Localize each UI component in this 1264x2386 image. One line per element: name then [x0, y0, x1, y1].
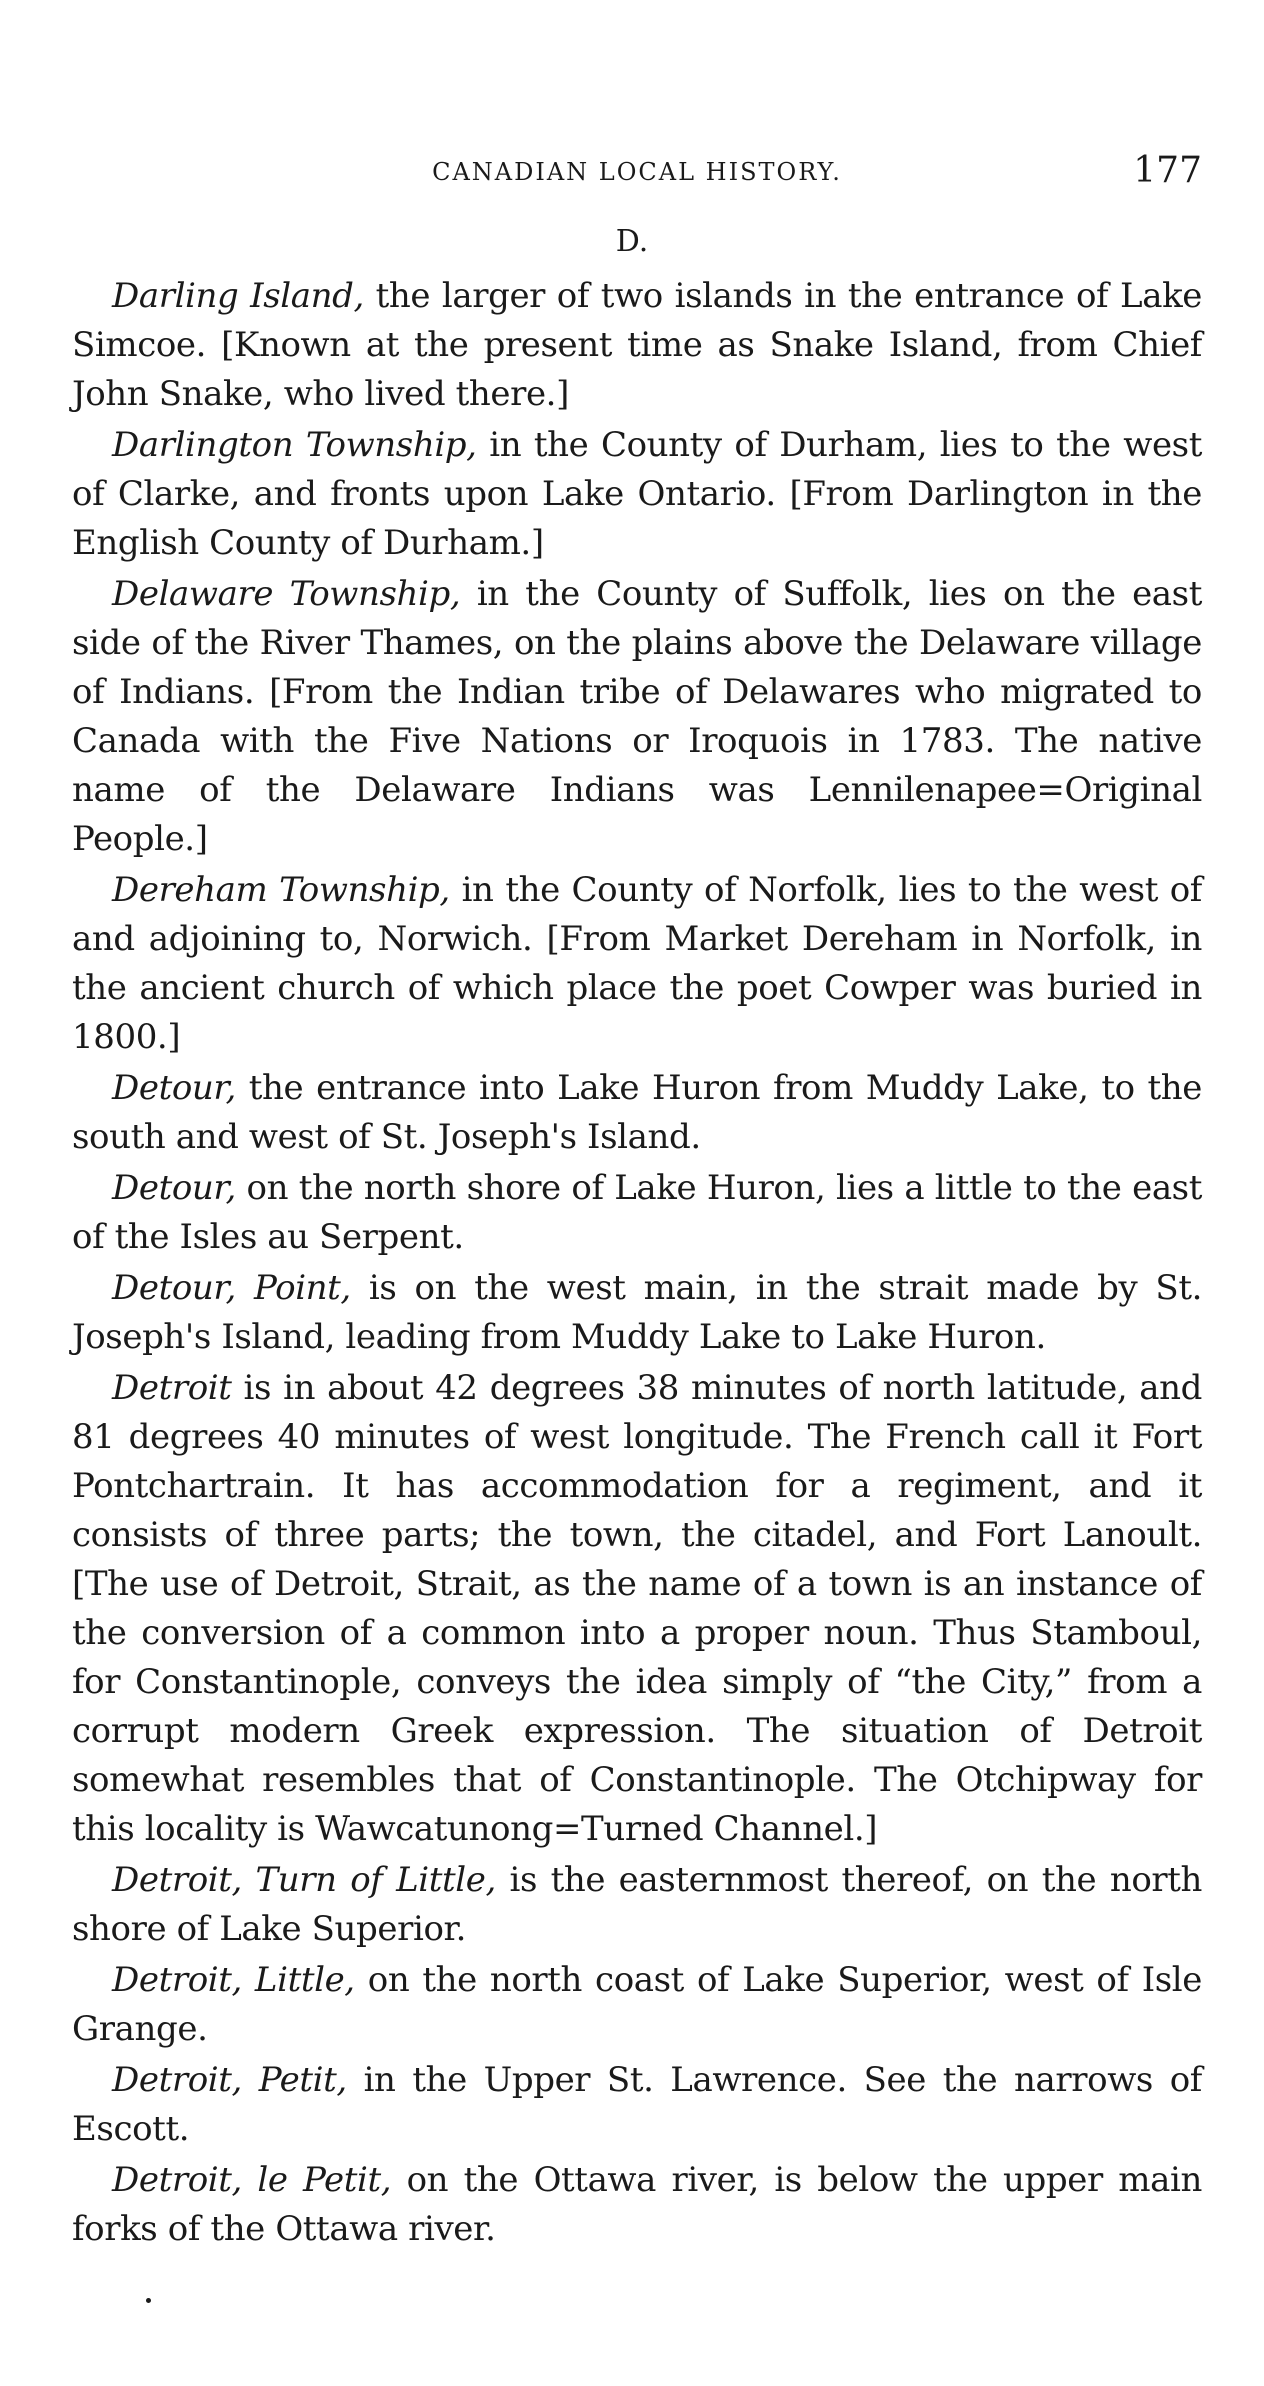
ink-speck — [146, 2298, 151, 2303]
running-head — [72, 150, 1202, 200]
gazetteer-entries — [72, 272, 1202, 2256]
entry-darling-island — [72, 272, 1202, 419]
entry-term: Detour, — [112, 1168, 236, 1208]
entry-detroit-le-petit — [72, 2156, 1202, 2254]
entry-detroit-little — [72, 1956, 1202, 2054]
entry-dereham-township — [72, 866, 1202, 1062]
entry-term: Darling Island, — [112, 276, 364, 316]
entry-detour-north-shore — [72, 1164, 1202, 1262]
entry-text: the entrance into Lake Huron from Muddy Lake, to the south and west of St. Joseph's Island. — [72, 1068, 1202, 1157]
entry-term: Detroit, le Petit, — [112, 2160, 392, 2200]
section-letter: D. — [615, 224, 649, 259]
entry-detour-entrance — [72, 1064, 1202, 1162]
entry-term: Dereham Township, — [112, 870, 450, 910]
entry-text: the larger of two islands in the entrance of Lake Simcoe. [Known at the present time as Snake Island, from Chief John Snake, who lived there.] — [72, 276, 1202, 414]
running-title: CANADIAN LOCAL HISTORY. — [432, 158, 842, 186]
entry-term: Darlington Township, — [112, 425, 477, 465]
entry-delaware-township — [72, 570, 1202, 864]
entry-detroit-petit — [72, 2056, 1202, 2154]
entry-term: Detroit, Little, — [112, 1960, 355, 2000]
entry-term: Delaware Township, — [112, 574, 461, 614]
entry-term: Detour, — [112, 1068, 236, 1108]
entry-term: Detour, Point, — [112, 1268, 351, 1308]
entry-text: on the north coast of Lake Superior, west of Isle Grange. — [72, 1960, 1202, 2049]
entry-detour-point — [72, 1264, 1202, 1362]
entry-term: Detroit — [112, 1368, 232, 1408]
entry-detroit — [72, 1364, 1202, 1854]
entry-term: Detroit, Turn of Little, — [112, 1860, 496, 1900]
entry-text: in the Upper St. Lawrence. See the narrows of Escott. — [72, 2060, 1202, 2149]
entry-term: Detroit, Petit, — [112, 2060, 347, 2100]
entry-text: is in about 42 degrees 38 minutes of north latitude, and 81 degrees 40 minutes of west longitude. The French call it Fort Pontchartrain. It has accommodation for a regiment, and it consists of three parts; the town, the citadel, and Fort Lanoult. [The use of Detroit, Strait, as the name of a town is an instance of the conversion of a common into a proper noun. Thus Stamboul, for Constantinople, conveys the idea simply of “the City,” from a corrupt modern Greek expression. The situation of Detroit somewhat resembles that of Constantinople. The Otchipway for this locality is Wawcatunong=Turned Channel.] — [72, 1368, 1202, 1849]
entry-text: in the County of Norfolk, lies to the west of and adjoining to, Norwich. [From Market Dereham in Norfolk, in the ancient church of which place the poet Cowper was buried in 1800.] — [72, 870, 1202, 1057]
entry-text: is the easternmost thereof, on the north shore of Lake Superior. — [72, 1860, 1202, 1949]
entry-text: on the north shore of Lake Huron, lies a little to the east of the Isles au Serpent. — [72, 1168, 1202, 1257]
entry-text: is on the west main, in the strait made by St. Joseph's Island, leading from Muddy Lake to Lake Huron. — [72, 1268, 1203, 1357]
entry-text: in the County of Suffolk, lies on the east side of the River Thames, on the plains above the Delaware village of Indians. [From the Indian tribe of Delawares who migrated to Canada with the Five Nations or Iroquois in 1783. The native name of the Delaware Indians was Lennilenapee=Original People.] — [72, 574, 1202, 859]
entry-text: in the County of Durham, lies to the west of Clarke, and fronts upon Lake Ontario. [From Darlington in the English County of Durham.] — [72, 425, 1202, 563]
entry-text: on the Ottawa river, is below the upper main forks of the Ottawa river. — [72, 2160, 1202, 2249]
entry-detroit-turn-of-little — [72, 1856, 1202, 1954]
entry-darlington-township — [72, 421, 1202, 568]
page-number: 177 — [1133, 150, 1202, 191]
